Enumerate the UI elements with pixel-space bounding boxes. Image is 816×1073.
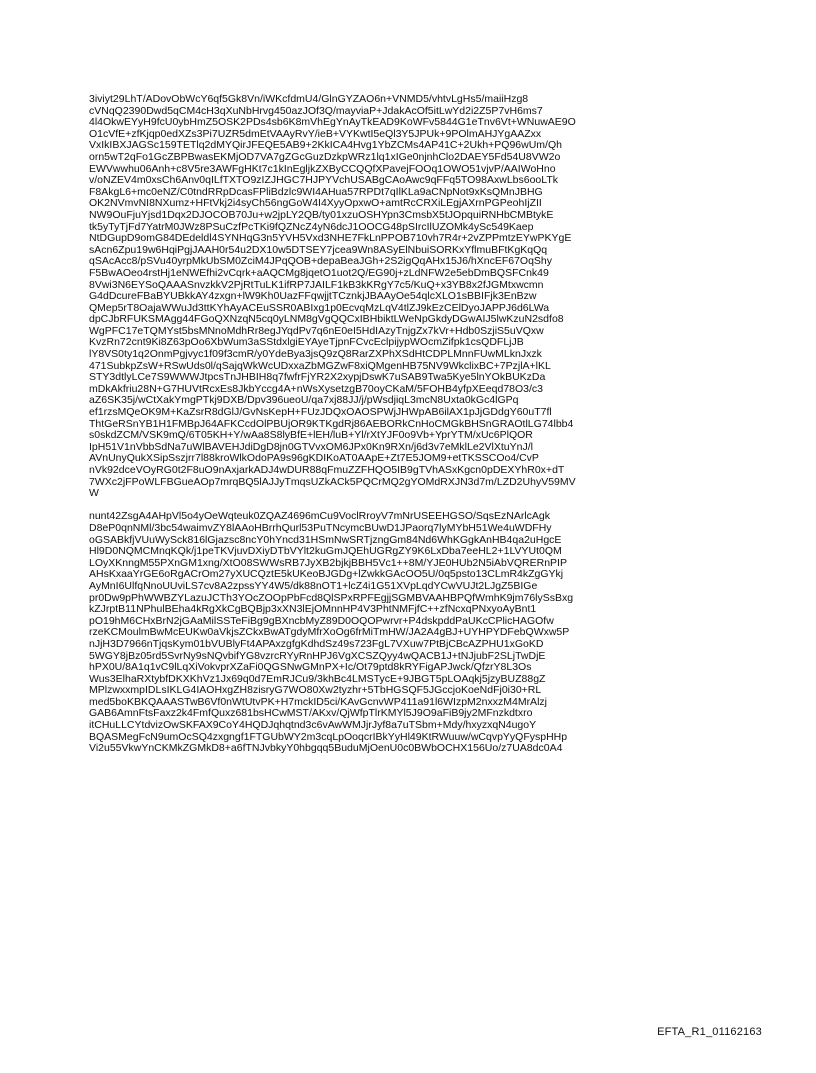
text-line: W — [89, 487, 99, 500]
document-id-footer: EFTA_R1_01162163 — [657, 1026, 762, 1038]
text-line: mDkAkfriu28N+G7HUVtRcxEs8JkbYccg4A+nWsXysetzgB70oyCKaM/5FOHB4yfpXEeqd78O3/c3 — [89, 382, 544, 395]
text-line: nunt42ZsgA4AHpVl5o4yOeWqteuk0ZQAZ4696mCu9VoclRroyV7mNrUSEEHGSO/SqsEzNArlcAgk — [89, 510, 551, 523]
text-line: pO19hM6CHxBrN2jGAaMilSSTeFiBg9gBXncbMyZ89D0OQOPwrvr+P4dskpddPaUKcCPlicHAGOfw — [89, 614, 554, 627]
text-line: ef1rzsMQeOK9M+KaZsrR8dGlJ/GvNsKepH+FUzJDQxOAOSPWjJHWpAB6ilAX1pJjGDdgY60uT7fl — [89, 406, 552, 419]
encoded-text-block — [89, 94, 729, 755]
text-line: orn5wT2qFo1GcZBPBwasEKMjOD7VA7gZGcGuzDzkpWRz1lq1xIGe0njnhClo2DAEY5Fd54U8VW2o — [89, 150, 561, 163]
text-line: VxIkIBXJAGSc159TETlq2dMYQirJFEQE5AB9+2KkICA4Hvg1YbZCMs4AP41C+2Ukh+PQ96wUm/Qh — [89, 139, 562, 152]
text-line: 4l4OkwEYyH9fcU0ybHmZ5OSK2PDs4sb6K8mVhEgYnAyTkEAD9KoWFv5844G1eTnv6Vt+WNuwAE9O — [89, 116, 576, 129]
text-line: F5BwAOeo4rstHj1eNWEfhi2vCqrk+aAQCMg8jqetO1uot2Q/EG90j+zLdNFW2e5ebDmBQSFCnk49 — [89, 266, 549, 279]
text-line: WgPFC17eTQMYst5bsMNnoMdhRr8egJYqdPv7q6nE0eI5HdIAzyTnjgZx7kVr+Hdb0SzjiS5uVQxw — [89, 324, 544, 337]
text-line: OK2NVmvNI8NXumz+HFtVkj2i4syCh56ngGoW4I4XyyOpxwO+amtRcCRXiLEgjAXrnPGPeohIjZII — [89, 197, 542, 210]
text-line: Hl9D0NQMCMnqKQk/j1peTKVjuvDXiyDTbVYlt2kuGmJQEhUGRgZY9K6LxDba7eeHL2+1LVYUt0QM — [89, 545, 562, 558]
text-line: cVNqQ2390Dwd5qCM4cH3qXuNbHrvg450azJOf3Q/mayviaP+JdakAcOf5itLwYd2i2Z5P7vH6ms7 — [89, 104, 543, 117]
text-line: QMep5rT8OajaWWuJd3ttKYhAyACEuSSR0ABIxg1p0EcvqMzLqV4tlZJ9kEzCElDyoJAPPJ6d6LWa — [89, 301, 550, 314]
text-line: med5boKBKQAAASTwB6Vf0nWtUtvPK+H7mckID5ci/KAvGcnvWP411a91l6WIzpM2nxxzM4MrAlzj — [89, 695, 547, 708]
text-line: EWVwwhu06Anh+c8V5re3AWFgHKt7c1kInEgljkZXByCCQQfXPavejFOOq1OWO51vjvP/AAIWoHno — [89, 162, 556, 175]
text-line: hPX0U/8A1q1vC9lLqXiVokvprXZaFi0QGSNwGMnPX+Ic/Ot79ptd8kRYFigAPJwck/QfzrY8L3Os — [89, 661, 532, 674]
text-line: NtDGupD9omG84DEdeldl4SYNHqG3n5YVH5Vxd3NHE7FkLnPPOB710vh7R4r+2vZPPmtzEYwPKYgE — [89, 232, 572, 245]
text-line: v/oNZEV4m0xsCh6Anv0qILfTXTO9zIZJHGC7HJPYVchUSABgCAoAwc9qFFq5TO98AxwLbs6ooLTk — [89, 174, 558, 187]
text-line: itCHuLLCYtdvizOwSKFAX9CoY4HQDJqhqtnd3c6vAwWMJjrJyf8a7uTSbm+Mdy/hxyzxqN4ugoY — [89, 719, 537, 732]
text-line: kZJrptB11NPhulBEha4kRgXkCgBQBjp3xXN3lEjOMnnHP4V3PhtNMFjfC++zfNcxqPNxyoAyBnt1 — [89, 603, 537, 616]
text-line: NW9OuFjuYjsd1Dqx2DJOCOB70Ju+w2jpLY2QB/ty01xzuOSHYpn3CmsbX5tJOpquiRNHbCMBtykE — [89, 208, 554, 221]
text-line: AyMnI6UlfqNnoUUviLS7cv8A2zpssYY4W5/dk88nOT1+lcZ4i1G51XVpLqdYCwVUJt2LJgZ5BIGe — [89, 579, 538, 592]
text-line: aZ6SK35j/wCtXakYmgPTkj9DXB/Dpv396ueoU/qa7xj88JJ/j/pWsdjiqL3mcN8Uxta0kGc4lGPq — [89, 394, 519, 407]
text-line: lY8VS0ty1q2OnmPgjvyc1f09f3cmR/y0YdeBya3jsQ9zQ8RarZXPhXSdHtCDPLMnnFUwMLknJxzk — [89, 348, 542, 361]
text-line: pr0Dw9pPhWWBZYLazuJCTh3YOcZOOpPbFcd8QlSPxRPFEgjjSGMBVAAHBPQfWmhK9jm76lySsBxg — [89, 591, 574, 604]
text-line: 8Vwi3N6EYSoQAAASnvzkkV2PjRtTuLK1ifRP7JAILF1kB3kKRgY7c5/KuQ+x3YB8x2fJGMtxwcmn — [89, 278, 544, 291]
text-line: s0skdZCM/VSK9mQ/6T05KH+Y/wAa8S8lyBfE+lEH/luB+Yl/rXtYJF0o9Vb+YprYTM/xUc6PlQOR — [89, 429, 533, 442]
text-line: LOyXKnngM55PXnGM1xng/XtO08SWWsRB7JyXB2bjkjBBH5Vc1++8M/YJE0HUb2N5iAbVQRERnPIP — [89, 556, 567, 569]
text-line: 471SubkpZsW+RSwUds0l/qSajqWkWcUDxxaZbMGZwF8xiQMgenHB75NV9WkclixBC+7PzjlA+lKL — [89, 359, 551, 372]
text-line: ThtGeRSnYB1H1FMBpJ64AFKCcdOlPBUjOR9KTKgdRj86AEBORkCnHoCMGkBHSnGRAOtlLG74lbb4 — [89, 417, 574, 430]
text-line: 7WXc2jFPoWLFBGueAOp7mrqBQ5lAJJyTmqsUZkACk5PQCrMQ2gYOMdRXJN3d7m/LZD2UhyV59MV — [89, 475, 576, 488]
text-line: nVk92dceVOyRG0t2F8uO9nAxjarkADJ4wDUR88qFmuZZFHQO5IB9gTVhASxKgcn0pDEXYhR0x+dT — [89, 464, 565, 476]
text-line: qSAcAcc8/pSVu40yrpMkUbSM0ZciM4JPqQOB+depaBeaJGh+2S2igQqAHx15J6/hXncEF67OqShy — [89, 255, 553, 268]
text-line: rzeKCMoulmBwMcEUKw0aVkjsZCkxBwATgdyMfrXoOg6frMiTmHW/JA2A4gBJ+UYHPYDFebQWxw5P — [89, 626, 570, 639]
text-line: KvzRn72cnt9Ki8Z63pOo6XbWum3aSStdxlgiEYAyeTjpnFCvcEclpijypWOcmZifpk1csQDFLjJB — [89, 336, 524, 349]
text-line: tk5yTyTjFd7YatrM0JWz8PSuCzfPcTKi9fQZNcZ4yN6dcJ1OOCG48pSIrcIlUZOMk4ySc549Kaep — [89, 220, 534, 233]
text-line: dpCJbRFUKSMAgg44FGoQXNzqN5cq0yLNM8gVgQQCxIBHbiktLWeNpGkdyDGwAIJ5lwKzuN2sdfo8 — [89, 313, 564, 326]
text-line: MPlzwxxmpIDLsIKLG4IAOHxgZH8zisryG7WO80Xw2tyzhr+5TbHGSQF5JGccjoKoeNdFj0i30+RL — [89, 684, 542, 697]
text-line: O1cVfE+zfKjqp0edXZs3Pi7UZR5dmEtVAAyRvY/ieB+VYKwtI5eQl3Y5JPUk+9POlmAHJYgAAZxx — [89, 127, 542, 140]
text-line: GAB6AmnFtsFaxz2k4FmfQuxz681bsHCwMST/AKxv/QjWfpTlrKMYl5J9O9aFiB9jy2MFnzkdtxro — [89, 707, 533, 720]
text-line: G4dDcureFBaBYUBkkAY4zxgn+lW9Kh0UazFFqwjjtTCznkjJBAAyOe54qlcXLO1sBBIFjk3EnBzw — [89, 290, 537, 303]
text-line: AVnUnyQukXSipSszjrr7l88kroWlkOdoPA9s96gKDIKoAT0AApE+Zt7E5JOM9+etTKSSCOo4/CvP — [89, 452, 539, 465]
text-line: BQASMegFcN9umOcSQ4zxgngf1FTGUbWY2m3cqLpOoqcrIBkYyHl49KtRWuuw/wCqvpYyQFyspHHp — [89, 730, 568, 743]
text-line: sAcn6Zpu19w6HqiPgjJAAH0r54u2DX10w5DTSEY7jcea9Wn8ASyElNbuiSORKxYflmuBFtKgKqQq — [89, 243, 548, 256]
text-line: D8eP0qnNMl/3bc54waimvZY8lAAoHBrrhQurl53PuTNcymcBUwD1JPaorq7lyMYbH51We4uWDFHy — [89, 521, 552, 534]
text-line: oGSABkfjVUuWySck816lGjazsc8ncY0hYncd31HSmNwSRTjzngGm84Nd6WhKGgkAnHB4qa2uHgcE — [89, 533, 562, 546]
text-line: nJjH3D7966nTjqsKym01bVUBlyFt4APAxzgfgKdhdSz49s723FgL7VXuw7PtBjCBcAZPHU1xGoKD — [89, 637, 544, 650]
text-line: STY3dtlyLCe7S9WWWJtpcsTnJHBIH8q7fwfrFjYR2X2xypjDswK7uSAB9Twa5Kye5lnYOkBUKzDa — [89, 371, 546, 384]
text-line: Vi2u55VkwYnCKMkZGMkD8+a6fTNJvbkyY0hbgqq5BuduMjOenU0c0BWbOCHX156Uo/z7UA8dc0A4 — [89, 742, 563, 755]
text-line: 3iviyt29LhT/ADovObWcY6qf5Gk8Vn/iWKcfdmU4/GlnGYZAO6n+VNMD5/vhtvLgHs5/maiiHzg8 — [89, 93, 529, 105]
text-line: IpH51V1nVbbSdNa7uWlBAVEHJdiDgD8jn0GTVvxOM6JPx0Kn9RXn/j6d3v7eMklLe2VlXtuYnJ/l — [89, 440, 533, 453]
text-line: AHsKxaaYrGE6oRgACrOm27yXUCQztE5kUKeoBJGDg+lZwkkGAcOO5U/0q5psto13CLmR4kZgGYkj — [89, 568, 564, 581]
text-line: 5WGY8jBz05rd5SvrNy9sNQvbifYG8vzrcRYyRnHPJ6VgXCSZQyy4wQACB1J+tNJjubF2SLjTwDjE — [89, 649, 546, 662]
text-line: F8AkgL6+mc0eNZ/C0tndRRpDcasFPliBdzlc9WI4AHua57RPDt7qIlKLa9aCNpNot9xKsQMnJBHG — [89, 185, 543, 198]
text-line: Wus3ElhaRXtybfDKXKhVz1Jx69q0d7EmRJCu9/3khBc4LMSTycE+9JBGT5pLOAqkj5jzyBUZ88gZ — [89, 672, 546, 685]
